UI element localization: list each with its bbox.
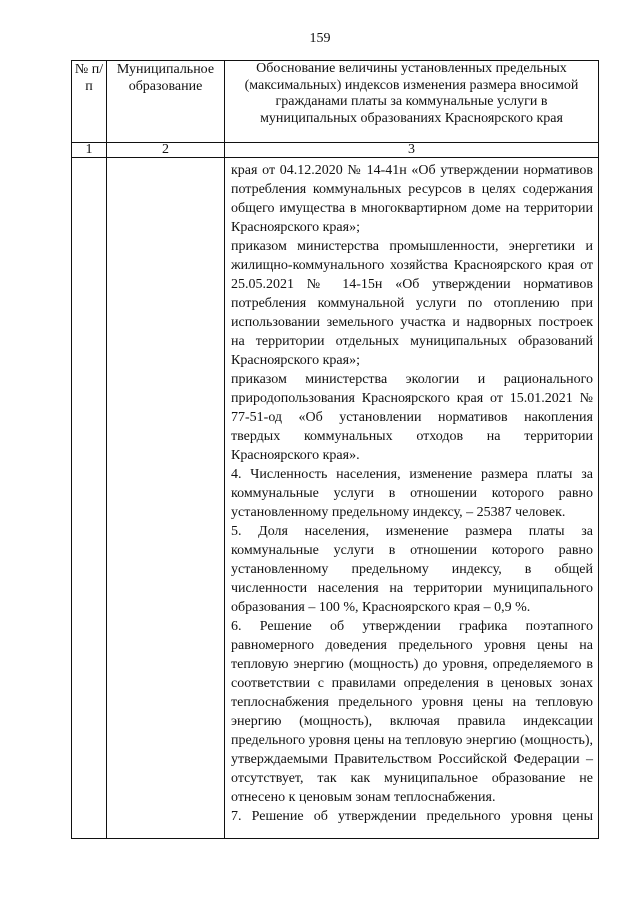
justification-paragraph: приказом министерства экологии и рационального природопользования Красноярского края от 15.01.2021 № 77-51-од «Об установлении нормативов накопления твердых коммунальных отходов на территории Красноярского края». bbox=[231, 372, 593, 463]
table-header-row bbox=[72, 61, 599, 143]
justification-cell bbox=[225, 158, 599, 839]
column-number-2: 2 bbox=[107, 143, 225, 158]
justification-paragraph: 6. Решение об утверждении графика поэтапного равномерного доведения предельного уровня цены на тепловую энергию (мощность) до уровня, определяемого в соответствии с правилами определения в ценовых зонах теплоснабжения предельного уровня цены на тепловую энергию (мощность), включая правила индексации предельного уровня цены на тепловую энергию (мощность), утверждаемыми Правительством Российской Федерации – отсутствует, так как муниципальное образование не отнесено к ценовым зонам теплоснабжения. bbox=[231, 619, 593, 805]
column-number-row bbox=[72, 143, 599, 158]
header-municipality: Муниципальное образование bbox=[107, 61, 225, 143]
header-justification: Обоснование величины установленных предельных (максимальных) индексов изменения размера вносимой гражданами платы за коммунальные услуги в муниципальных образованиях Красноярского края bbox=[225, 61, 599, 143]
row-number-cell bbox=[72, 158, 107, 839]
justification-table bbox=[71, 60, 599, 839]
justification-paragraph: 5. Доля населения, изменение размера платы за коммунальные услуги в отношении которого равно установленному предельному индексу, в общей численности населения на территории муниципального образования – 100 %, Красноярского края – 0,9 %. bbox=[231, 524, 593, 615]
column-number-1: 1 bbox=[72, 143, 107, 158]
municipality-cell bbox=[107, 158, 225, 839]
page-number: 159 bbox=[309, 31, 331, 46]
justification-paragraph: 7. Решение об утверждении предельного уровня цены bbox=[231, 809, 593, 824]
justification-paragraph: края от 04.12.2020 № 14-41н «Об утверждении нормативов потребления коммунальных ресурсов в целях содержания общего имущества в многоквартирном доме на территории Красноярского края»; bbox=[231, 163, 593, 235]
justification-paragraph: 4. Численность населения, изменение размера платы за коммунальные услуги в отношении которого равно установленному предельному индексу, – 25387 человек. bbox=[231, 467, 593, 520]
column-number-3: 3 bbox=[225, 143, 599, 158]
table-body-row bbox=[72, 158, 599, 839]
justification-paragraph: приказом министерства промышленности, энергетики и жилищно-коммунального хозяйства Красноярского края от 25.05.2021 № 14-15н «Об утверждении нормативов потребления коммунальной услуги по отоплению при использовании земельного участка и надворных построек на территории отдельных муниципальных образований Красноярского края»; bbox=[231, 239, 593, 368]
header-row-number: № п/п bbox=[72, 61, 107, 143]
